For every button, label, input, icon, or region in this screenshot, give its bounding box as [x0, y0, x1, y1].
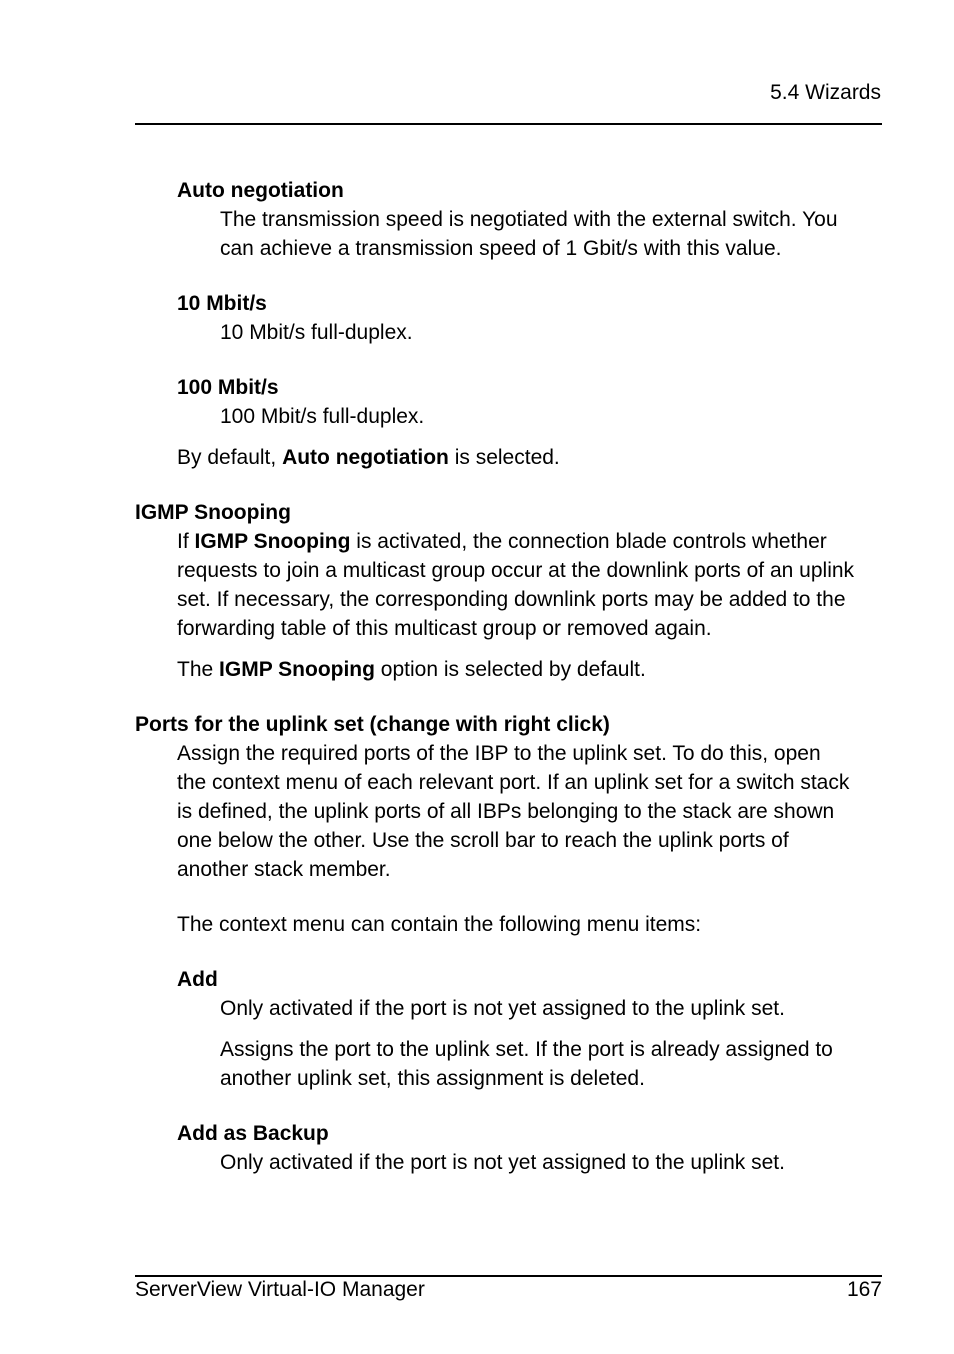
- definition-add-as-backup: Only activated if the port is not yet assigned to the uplink set.: [220, 1151, 785, 1174]
- text-line: Assign the required ports of the IBP to the uplink set. To do this, open: [177, 742, 821, 765]
- term-add-as-backup: Add as Backup: [177, 1122, 329, 1145]
- footer-title: ServerView Virtual-IO Manager: [135, 1278, 425, 1301]
- definition-auto-negotiation: [220, 205, 885, 263]
- page-number: 167: [846, 1278, 882, 1301]
- definition-add: [220, 994, 885, 1093]
- text-line: another stack member.: [177, 858, 391, 881]
- text-line: set. If necessary, the corresponding downlink ports may be added to the: [177, 588, 846, 611]
- header-rule: [135, 123, 882, 125]
- definition-10-mbit: 10 Mbit/s full-duplex.: [220, 321, 413, 344]
- text-line: requests to join a multicast group occur at the downlink ports of an uplink: [177, 559, 855, 582]
- definition-100-mbit: 100 Mbit/s full-duplex.: [220, 405, 425, 428]
- running-header: 5.4 Wizards: [770, 81, 881, 104]
- text-line: is defined, the uplink ports of all IBPs belonging to the stack are shown: [177, 800, 835, 823]
- text-line: The transmission speed is negotiated with the external switch. You: [220, 208, 838, 231]
- text-line: one below the other. Use the scroll bar to reach the uplink ports of: [177, 829, 789, 852]
- term-auto-negotiation: Auto negotiation: [177, 179, 344, 202]
- text-line: the context menu of each relevant port. If an uplink set for a switch stack: [177, 771, 850, 794]
- text-line: Only activated if the port is not yet assigned to the uplink set.: [220, 997, 785, 1020]
- definition-ports-uplink-set: [177, 739, 885, 939]
- text-line: If IGMP Snooping is activated, the connection blade controls whether: [177, 530, 827, 553]
- text-line: another uplink set, this assignment is deleted.: [220, 1067, 645, 1090]
- page-body: [135, 176, 885, 1177]
- term-10-mbit: 10 Mbit/s: [177, 292, 267, 315]
- default-note: By default, Auto negotiation is selected.: [177, 446, 560, 469]
- term-ports-uplink-set: Ports for the uplink set (change with right click): [135, 713, 610, 736]
- text-line: The IGMP Snooping option is selected by default.: [177, 658, 646, 681]
- term-100-mbit: 100 Mbit/s: [177, 376, 279, 399]
- text-line: can achieve a transmission speed of 1 Gbit/s with this value.: [220, 237, 782, 260]
- term-igmp-snooping: IGMP Snooping: [135, 501, 291, 524]
- definition-igmp-snooping: [177, 527, 885, 684]
- term-add: Add: [177, 968, 218, 991]
- text-line: Assigns the port to the uplink set. If the port is already assigned to: [220, 1038, 833, 1061]
- text-line: The context menu can contain the following menu items:: [177, 913, 702, 936]
- text-line: forwarding table of this multicast group or removed again.: [177, 617, 712, 640]
